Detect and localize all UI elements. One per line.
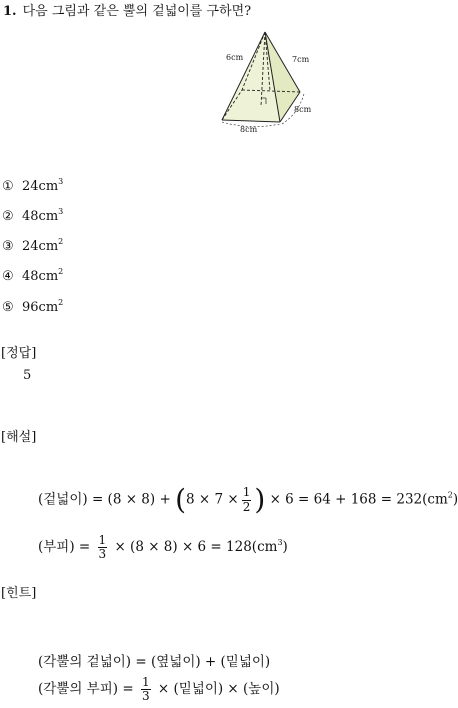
choice-4[interactable]: ④ $48cm^2$ bbox=[2, 267, 64, 284]
choice-2[interactable]: ② $48cm^3$ bbox=[2, 207, 64, 224]
answer-value: 5 bbox=[23, 368, 32, 383]
answer-label: [정답] bbox=[1, 346, 37, 361]
choice-1[interactable]: ① $24cm^3$ bbox=[2, 177, 64, 194]
question-title bbox=[3, 0, 251, 19]
solution-formula-1: (겉넓이) = (8 × 8) + (8 × 7 × $\frac{1}{2}$ ) × $6 = 64 + 168 = 232(cm^2)$ bbox=[38, 483, 458, 516]
choice-3[interactable]: ③ $24cm^2$ bbox=[2, 237, 64, 254]
label-depth: 8cm bbox=[294, 105, 312, 114]
question-text: 다음 그림과 같은 뿔의 겉넓이를 구하면? bbox=[22, 4, 252, 19]
label-edge: 7cm bbox=[292, 55, 310, 64]
hint-formula-2: (각뿔의 부피) = $\frac{1}{3}$ × (밑넓이) × (높이) bbox=[38, 675, 280, 704]
hint-label: [힌트] bbox=[1, 586, 37, 601]
label-base: 8cm bbox=[240, 125, 258, 134]
hint-formula-1: (각뿔의 겉넓이) = (옆넓이) + (밑넓이) bbox=[38, 654, 271, 670]
solution-label: [해설] bbox=[1, 430, 37, 445]
solution-formula-2: (부피) = $\frac{1}{3}$ × $(8 \times 8) \times 6 = 128(cm^3)$ bbox=[38, 533, 288, 562]
pyramid-figure bbox=[218, 24, 318, 136]
choice-5[interactable]: ⑤ $96cm^2$ bbox=[2, 298, 64, 315]
question-number: 1. bbox=[3, 4, 17, 19]
label-slant: 6cm bbox=[226, 53, 244, 62]
